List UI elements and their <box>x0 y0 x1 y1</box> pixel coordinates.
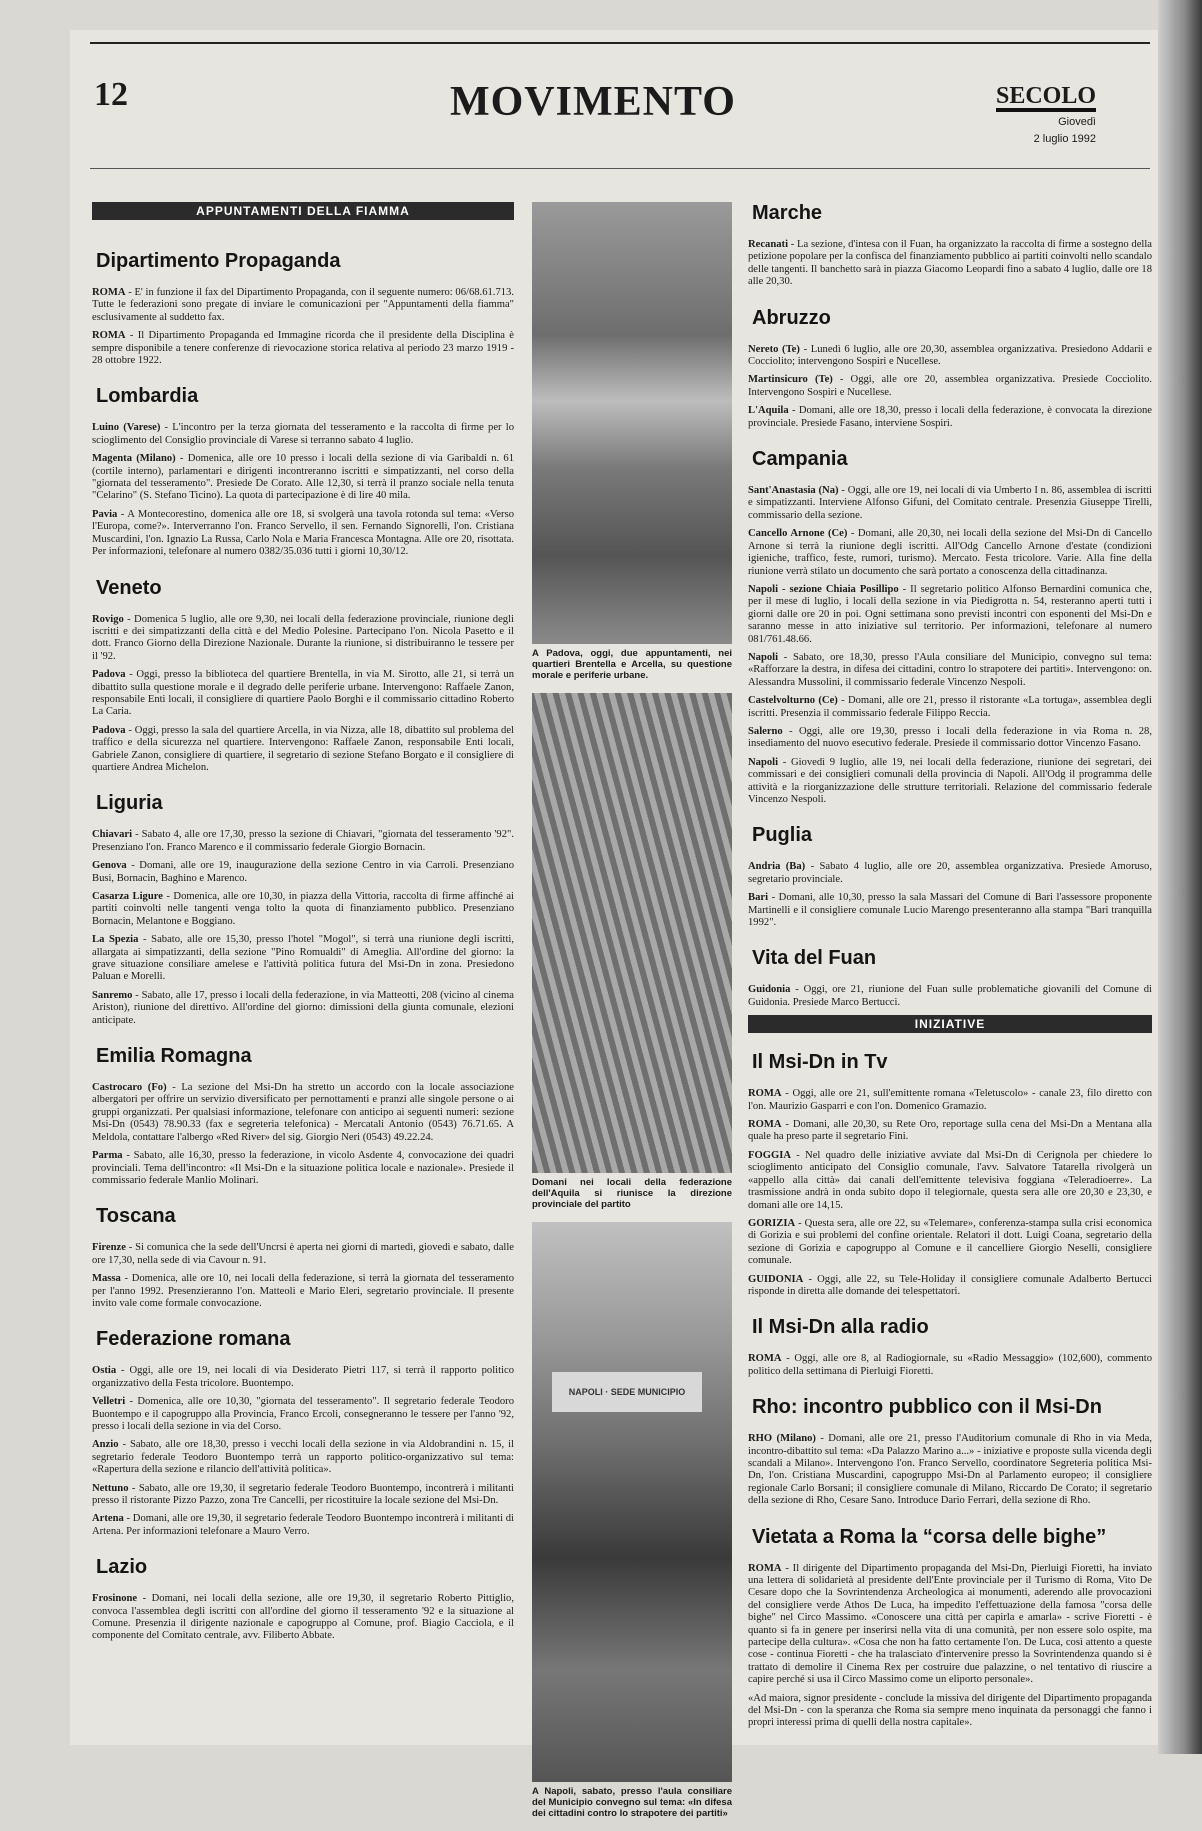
photo-column <box>532 202 732 1831</box>
announcement <box>92 1593 514 1643</box>
photo-sign: NAPOLI · SEDE MUNICIPIO <box>552 1372 702 1412</box>
announcement-text: - Domani, alle ore 21, presso il ristorante «La tortuga», assemblea degli iscritti. Presenzia il commissario federale Filippo Reccia. <box>748 695 1152 719</box>
announcement-place: L'Aquila <box>748 405 789 417</box>
announcement-text: - Nel quadro delle iniziative avviate dal Msi-Dn di Cerignola per chiedere lo scioglimento anticipato del Consiglio comunale, l'avv. Salvatore Tatarella rivolgerà un «appello alla città» dai canali dell'emittente televisiva foggiana «Teleradioerre». La trasmissione andrà in onda subito dopo il telegiornale, questa sera alle ore 20,30 e 23,30, e domani alle ore 14,15. <box>748 1149 1152 1211</box>
announcement <box>748 1563 1152 1687</box>
announcement-text: - Oggi, alle ore 21, sull'emittente romana «Teletuscolo» - canale 23, filo diretto con l'on. Maurizio Gasparri e con l'on. Domenico Gramazio. <box>748 1088 1152 1112</box>
announcement-place: Firenze <box>92 1242 126 1254</box>
announcement-place: FOGGIA <box>748 1149 791 1161</box>
announcement-text: - Giovedì 9 luglio, alle 19, nei locali della federazione, riunione dei segretari, dei commissari e dei consiglieri comunali della provincia di Napoli. All'Odg il programma delle attività e la riorganizzazione delle strutture territoriali. Relazione del commissario federale Vincenzo Nespoli. <box>748 756 1152 805</box>
announcement <box>748 1693 1152 1730</box>
announcement-place: Velletri <box>92 1396 126 1408</box>
announcement <box>92 453 514 503</box>
newspaper-page <box>70 30 1162 1819</box>
section-heading: Veneto <box>96 576 162 599</box>
announcement-text: - Questa sera, alle ore 22, su «Telemare», conferenza-stampa sulla crisi economica di Gorizia e sui problemi del confine orientale. Relatori il dott. Luigi Coana, segretario della sezione di Gorizia e capogruppo al Comune e il cancelliere Giorgio Neselli, consigliere comunale. <box>748 1217 1152 1267</box>
announcement-place: Anzio <box>92 1439 119 1451</box>
section-heading: Federazione romana <box>96 1328 291 1351</box>
announcement <box>748 584 1152 646</box>
announcement-place: Napoli <box>748 651 779 663</box>
announcement-place: Artena <box>92 1513 124 1525</box>
announcement-text: - Oggi, alle ore 19, nei locali di via Desiderato Pietri 117, si terrà il rapporto politico organizzativo della Festa tricolore. Buontempo. <box>92 1365 514 1389</box>
announcement-place: GORIZIA <box>748 1217 796 1229</box>
announcement <box>748 757 1152 807</box>
announcement <box>748 1433 1152 1507</box>
announcement-place: Sant'Anastasia (Na) <box>748 485 839 497</box>
announcement-text: - Domani, nei locali della sezione, alle ore 19,30, il segretario Roberto Pittiglio, convoca l'assemblea degli iscritti con all'ordine del giorno il tesseramento '92 e la situazione al Comune. Presenzia il dirigente nazionale e capogruppo al Comune, prof. Biagio Cacciola, e il componente del Comitato centrale, avv. Filiberto Abbate. <box>92 1593 514 1642</box>
announcement <box>748 1119 1152 1144</box>
announcement-place: Parma <box>92 1150 123 1162</box>
announcement-text: - Domenica, alle ore 10, nei locali della federazione, si terrà la giornata del tesseramento per l'anno 1992. Presenzieranno l'on. Matteoli e Mario Eleri, segretario provinciale. Il presente invito vale come formale convocazione. <box>92 1273 514 1309</box>
announcement <box>92 509 514 559</box>
announcement-text: - L'incontro per la terza giornata del tesseramento e la raccolta di firme per lo scioglimento del Consiglio provinciale di Varese si terranno sabato 4 luglio. <box>92 422 514 446</box>
announcement-text: - Lunedì 6 luglio, alle ore 20,30, assemblea organizzativa. Presiedono Addarii e Cocciolito; intervengono Sospiri e Nucellese. <box>748 343 1152 368</box>
announcement-text: - Sabato, alle 17, presso i locali della federazione, in via Matteotti, 208 (vicino al cinema Ariston), riunione del direttivo. All'ordine del giorno: dimissioni della giunta comunale, elezioni anticipate. <box>92 989 514 1026</box>
announcement-place: Chiavari <box>92 829 133 841</box>
section-heading: Rho: incontro pubblico con il Msi-Dn <box>752 1396 1102 1419</box>
announcement <box>748 374 1152 399</box>
announcement-place: ROMA <box>748 1562 782 1574</box>
section-band-appuntamenti: APPUNTAMENTI DELLA FIAMMA <box>92 202 514 220</box>
announcement-text: - Domani, alle ore 18,30, presso i locali della federazione, è convocata la direzione provinciale. Presiede Fasano, interviene Sospiri. <box>748 405 1152 429</box>
masthead <box>996 84 1096 146</box>
announcement-text: - Il segretario politico Alfonso Bernardini comunica che, per il mese di luglio, i locali della sezione in via Piedigrotta n. 54, resteranno aperti tutti i giorni dalle ore 20 in poi. Ogni settimana sono previsti incontri con esponenti del Msi-Dn e saranno messe in atto iniziative sul territorio. Per informazioni, telefonare al numero 081/761.48.66. <box>748 583 1152 645</box>
photo-laquila <box>532 693 732 1173</box>
announcement-text: - Oggi, ore 21, riunione del Fuan sulle problematiche giovanili del Comune di Guidonia. Presiede Marco Bertucci. <box>748 984 1152 1008</box>
announcement <box>92 1365 514 1390</box>
announcement <box>92 1082 514 1144</box>
top-rule <box>90 42 1150 44</box>
announcement-text: - A Montecorestino, domenica alle ore 18, si svolgerà una tavola rotonda sul tema: «Verso l'Europa, come?». Interverranno l'on. Franco Servello, il sen. Fernando Signorelli, l'on. Cristiana Muscardini, l'on. Ignazio La Russa, Carlo Nola e Maria Francesca Montagna. Alle ore 20, risottata. Per informazioni, telefonare al numero 0382/35.036 tutti i giorni 10,30/12. <box>92 508 514 558</box>
announcement <box>92 614 514 664</box>
announcement <box>748 239 1152 289</box>
announcement <box>92 422 514 447</box>
announcement-place: Frosinone <box>92 1593 138 1605</box>
left-column <box>92 202 514 1649</box>
announcement-text: - Il dirigente del Dipartimento propaganda del Msi-Dn, Pierluigi Fioretti, ha inviato una lettera di solidarietà al presidente dell'Ente provinciale per il Turismo di Roma, Vito De Cesare dopo che la Sovrintendenza Archeologica ai monumenti, aderendo alle provocazioni del consigliere verde Athos De Luca, ha impedito l'effettuazione della famosa "corsa delle bighe" nel Circo Massimo. «Conoscere una città per capirla e amarla» - scrive Fioretti - è quanto si fa in genere per inserirsi nella vita di una comunità, per non essere solo ospite, ma partecipe della cultura». «Cosa che non ha fatto certamente l'on. De Luca, così attento a queste cose - continua Fioretti - che ha tralasciato d'intervenire presso la Sovrintendenza quando si è trattato di demolire il Cinema Rex per costruire due palazzine, o nel tentativo di riuscire a capire perché si usa il Circo Massimo come un eliporto personale». <box>748 1562 1152 1686</box>
announcement <box>92 934 514 984</box>
announcement-place: Andria (Ba) <box>748 861 806 873</box>
announcement <box>92 1483 514 1508</box>
announcement-text: - Oggi, presso la sala del quartiere Arcella, in via Nizza, alle 18, dibattito sul problema del traffico e della sicurezza nel quartiere. Intervengono: Raffaele Zanon, responsabile Enti locali, Gabriele Zanon, consigliere di quartiere, il segretario di sezione Stefano Borgato e il consigliere di quartiere Andrea Michelon. <box>92 724 514 773</box>
announcement-place: ROMA <box>92 330 126 342</box>
announcement-place: Padova <box>92 724 126 736</box>
announcement-place: Cancello Arnone (Ce) <box>748 528 848 540</box>
announcement-text: - La sezione del Msi-Dn ha stretto un accordo con la locale associazione albergatori per offrire un servizio diversificato per pernottamenti e pranzi alle singole persone o ai gruppi organizzati. Per qualsiasi informazione, telefonare con anticipo ai seguenti numeri: sezione Msi-Dn (0543) 78.90.33 (fax e segreteria telefonica) - Mercatali Antonio (0543) 76.71.65. A Meldola, contattare l'albergo «Red River» del sig. Giorgio Neri (0543) 49.22.24. <box>92 1082 514 1143</box>
announcement-place: Padova <box>92 669 126 681</box>
issue-date: 2 luglio 1992 <box>1033 133 1096 145</box>
section-heading: Campania <box>752 448 848 471</box>
announcement-place: ROMA <box>748 1119 782 1131</box>
announcement <box>748 1353 1152 1378</box>
announcement-place: GUIDONIA <box>748 1273 804 1285</box>
announcement <box>748 652 1152 689</box>
announcement <box>92 860 514 885</box>
section-heading: Il Msi-Dn alla radio <box>752 1316 929 1339</box>
announcement <box>748 1218 1152 1268</box>
announcement <box>92 891 514 928</box>
announcement-place: Salerno <box>748 725 783 737</box>
photo-padova <box>532 202 732 644</box>
section-heading: Marche <box>752 202 823 224</box>
announcement <box>92 1439 514 1476</box>
announcement-place: Napoli - sezione Chiaia Posillipo <box>748 583 899 595</box>
section-band-iniziative: INIZIATIVE <box>748 1015 1152 1033</box>
announcement-text: - E' in funzione il fax del Dipartimento Propaganda, con il seguente numero: 06/68.61.713. Tutte le federazioni sono pregate di inviare le comunicazioni per "Appuntamenti della fiamma" esclusivamente al suddetto fax. <box>92 287 514 323</box>
announcement-text: - Domani, alle 10,30, presso la sala Massari del Comune di Bari l'assessore proponente Martinelli e il consigliere comunale Lucio Marengo presenteranno alla stampa "Bari tranquilla 1992". <box>748 892 1152 929</box>
right-column <box>748 202 1152 1736</box>
announcement-text: - Il Dipartimento Propaganda ed Immagine ricorda che il presidente della Disciplina è sempre disponibile a tenere conferenze di rievocazione storica relativa al periodo 23 marzo 1919 - 28 ottobre 1922. <box>92 330 514 367</box>
announcement-text: - Oggi, alle ore 19,30, presso i locali della federazione in via Roma n. 28, insediamento del nuovo esecutivo federale. Presiede il commissario dottor Vincenzo Fasano. <box>748 725 1152 750</box>
announcement-place: Sanremo <box>92 989 133 1001</box>
announcement <box>748 485 1152 522</box>
announcement-place: ROMA <box>92 287 126 298</box>
announcement-place: Genova <box>92 860 127 872</box>
announcement-text: - Oggi, alle ore 20, assemblea organizzativa. Presiede Cocciolito. Intervengono Sospiri e Nucellese. <box>748 374 1152 398</box>
announcement-place: Guidonia <box>748 984 791 996</box>
announcement <box>748 984 1152 1009</box>
announcement-place: Massa <box>92 1273 121 1285</box>
announcement-place: Luino (Varese) <box>92 422 161 434</box>
announcement-text: - Oggi, alle ore 19, nei locali di via Umberto I n. 86, assemblea di iscritti e simpatizzanti. Interviene Alfonso Gifuni, del Comitato centrale. Presenzia Giuseppe Tirelli, commissario della sezione. <box>748 485 1152 521</box>
announcement <box>748 892 1152 929</box>
announcement-text: - Domenica, alle ore 10,30, "giornata del tesseramento". Il segretario federale Teodoro Buontempo e il capogruppo alla Provincia, Franco Ercoli, consegneranno le tessere per l'anno '92, presso i locali della sezione in via del Corso. <box>92 1396 514 1432</box>
announcement <box>92 1242 514 1267</box>
header-rule <box>90 168 1150 169</box>
section-heading: Dipartimento Propaganda <box>96 250 341 272</box>
section-heading: Abruzzo <box>752 306 831 329</box>
announcement-text: - Domani, alle ore 19,30, il segretario federale Teodoro Buontempo incontrerà i militanti di Artena. Per informazioni telefonare a Mauro Verro. <box>92 1513 514 1537</box>
photo-caption: A Napoli, sabato, presso l'aula consiliare del Municipio convegno sul tema: «In difesa dei cittadini contro lo strapotere dei partiti» <box>532 1786 732 1819</box>
section-heading: Emilia Romagna <box>96 1045 252 1068</box>
announcement <box>92 1273 514 1310</box>
announcement <box>92 287 514 324</box>
section-heading: Toscana <box>96 1205 176 1228</box>
announcement-text: - Sabato 4 luglio, alle ore 20, assemblea organizzativa. Presiede Amoruso, segretario provinciale. <box>748 861 1152 885</box>
announcement-text: - Domenica, alle ore 10 presso i locali della sezione di via Garibaldi n. 61 (cortile interno), parlamentari e dirigenti incontreranno iscritti e simpatizzanti, nel corso della "giornata del tesseramento". Presiede De Corato. Alle 12,30, si terrà il pranzo sociale nella tenuta "Celarino" (S. Stefano Ticino). La quota di partecipazione è di lire 40 mila. <box>92 453 514 502</box>
section-heading: Vita del Fuan <box>752 947 877 970</box>
announcement-text: - Domani, alle 20,30, su Rete Oro, reportage sulla cena del Msi-Dn a Mentana alla quale ha preso parte il segretario Fini. <box>748 1119 1152 1143</box>
announcement-text: - Oggi, presso la biblioteca del quartiere Brentella, in via M. Sirotto, alle 21, si terrà un dibattito sulla questione morale e il degrado delle periferie urbane. Intervengono: Raffaele Zanon, responsabile Enti locali, il consigliere di quartiere Paolo Borghi e il commissario cittadino Roberto La Caria. <box>92 669 514 718</box>
announcement-text: - Sabato 4, alle ore 17,30, presso la sezione di Chiavari, "giornata del tesseramento '92". Presenziano l'on. Franco Marenco e il commissario federale Giorgio Bornacin. <box>92 829 514 853</box>
page-number: 12 <box>94 76 128 113</box>
section-heading: Vietata a Roma la “corsa delle bighe” <box>752 1525 1107 1548</box>
announcement-place: Martinsicuro (Te) <box>748 374 833 386</box>
announcement <box>92 725 514 775</box>
announcement <box>748 405 1152 430</box>
announcement-text: - Domenica, alle ore 10,30, in piazza della Vittoria, raccolta di firme affinché ai partiti coinvolti nelle tangenti venga tolto la quota di finanziamento pubblico. Presenziano Bornacin, Melantone e Boggiano. <box>92 891 514 927</box>
announcement-text: - Sabato, ore 18,30, presso l'Aula consiliare del Municipio, convegno sul tema: «Rafforzare la destra, in difesa dei cittadini, contro lo strapotere dei partiti». Intervengono: on. Alessandra Mussolini, il commissario federale Vincenzo Nespoli. <box>748 651 1152 688</box>
announcement <box>748 528 1152 578</box>
announcement-place: Magenta (Milano) <box>92 453 176 465</box>
announcement <box>748 1088 1152 1113</box>
announcement-text: - Domani, alle ore 21, presso l'Auditorium comunale di Rho in via Meda, incontro-dibattito sul tema: «Da Palazzo Marino a...» - iniziative e proposte sulla vicenda degli scandali a Milano». Intervengono l'on. Franco Servello, coordinatore Segreteria politica Msi-Dn, l'on. Cristiana Muscardini, capogruppo Msi-Dn al Parlamento europeo; il consigliere regionale Carlo Borsani; il consigliere comunale di Milano, Riccardo De Corato; il segretario della sezione di Rho, Cesare Sano. Introduce Dario Ferrari, della sezione di Rho. <box>748 1433 1152 1507</box>
photo-napoli-municipio <box>532 1222 732 1782</box>
announcement <box>748 861 1152 886</box>
announcement <box>748 695 1152 720</box>
announcement-place: RHO (Milano) <box>748 1433 816 1445</box>
announcement <box>92 669 514 719</box>
announcement-text: - Domenica 5 luglio, alle ore 9,30, nei locali della federazione provinciale, riunione degli iscritti e dei simpatizzanti della città e del Medio Polesine. Partecipano l'on. Nicola Pasetto e il dott. Franco Giorno della Direzione Nazionale. Durante la riunione, si distribuiranno le tessere per il '92. <box>92 613 514 662</box>
announcement-place: Pavia <box>92 508 118 520</box>
announcement <box>92 829 514 854</box>
announcement-place: Rovigo <box>92 613 124 625</box>
announcement <box>748 1150 1152 1212</box>
section-heading: Liguria <box>96 792 163 815</box>
section-heading: Puglia <box>752 824 813 847</box>
announcement-place: Ostia <box>92 1365 117 1377</box>
announcement <box>92 330 514 367</box>
announcement <box>92 1396 514 1433</box>
photo-caption: Domani nei locali della federazione dell'Aquila si riunisce la direzione provinciale del partito <box>532 1177 732 1210</box>
announcement <box>92 1513 514 1538</box>
section-title: MOVIMENTO <box>450 79 736 125</box>
announcement-place: La Spezia <box>92 934 139 946</box>
binding-shadow <box>1158 0 1202 1754</box>
announcement-place: Castelvolturno (Ce) <box>748 695 838 707</box>
section-heading: Lombardia <box>96 385 199 408</box>
photo-caption: A Padova, oggi, due appuntamenti, nei quartieri Brentella e Arcella, su questione morale e periferie urbane. <box>532 648 732 681</box>
announcement-text: - Oggi, alle 22, su Tele-Holiday il consigliere comunale Adalberto Bertucci risponde in diretta alle domande dei telespettatori. <box>748 1273 1152 1297</box>
announcement-place: Nereto (Te) <box>748 343 800 355</box>
announcement-text: - Sabato, alle ore 19,30, il segretario federale Teodoro Buontempo, incontrerà i militanti presso il ristorante Pizzo Pazzo, zona Tre Cancelli, per ricostituire la locale sezione del Msi-Dn. <box>92 1482 514 1506</box>
announcement-place: Castrocaro (Fo) <box>92 1082 167 1094</box>
announcement-place: Recanati <box>748 239 789 250</box>
announcement-place: Nettuno <box>92 1482 129 1494</box>
announcement-text: - Sabato, alle 16,30, presso la federazione, in vicolo Asdente 4, convocazione dei quadri provinciali. Tema dell'incontro: «Il Msi-Dn e la situazione politica locale e nazionale». Presiede il commissario federale Manlio Molinari. <box>92 1150 514 1186</box>
newspaper-logo: SECOLO <box>996 84 1096 112</box>
announcement-text: - Sabato, alle ore 15,30, presso l'hotel "Mogol", si terrà una riunione degli iscritti, allargata ai simpatizzanti, della sezione "Pino Romualdi" di Ameglia. All'ordine del giorno: la grave situazione consiliare amelese e l'attività politica futura del Msi-Dn in zona. Presiedono Paluan e Morelli. <box>92 934 514 983</box>
announcement-place: Casarza Ligure <box>92 891 163 902</box>
announcement <box>748 726 1152 751</box>
announcement <box>92 1150 514 1187</box>
announcement-place: Napoli <box>748 756 779 768</box>
announcement-text: - Si comunica che la sede dell'Uncrsi è aperta nei giorni di martedì, giovedì e sabato, dalle ore 17,30, nella sede di via Cavour n. 91. <box>92 1242 514 1266</box>
announcement-text: - Domani, alle ore 19, inaugurazione della sezione Centro in via Carroli. Presenziano Busi, Bornacin, Baghino e Marenco. <box>92 860 514 884</box>
announcement <box>748 344 1152 369</box>
announcement <box>748 1274 1152 1299</box>
announcement <box>92 990 514 1027</box>
announcement-text: - La sezione, d'intesa con il Fuan, ha organizzato la raccolta di firme a sostegno della petizione popolare per la confisca del finanziamento pubblico ai partiti coinvolti nello scandalo delle tangenti. Il banchetto sarà in piazza Giacomo Leopardi fino a sabato 4 luglio, dalle ore 18 alle 20,30. <box>748 239 1152 288</box>
announcement-place: ROMA <box>748 1088 782 1100</box>
section-heading: Il Msi-Dn in Tv <box>752 1051 888 1074</box>
announcement-text: - Sabato, alle ore 18,30, presso i vecchi locali della sezione in via Aldobrandini n. 15, il segretario federale Teodoro Buontempo terrà un rapporto politico-organizzativo sul tema: «Rapertura della sezione e rilancio dell'attività politica». <box>92 1439 514 1476</box>
announcement-place: Bari <box>748 892 769 904</box>
section-heading: Lazio <box>96 1556 148 1579</box>
announcement-text: - Oggi, alle ore 8, al Radiogiornale, su «Radio Messaggio» (102,600), commento politico della settimana di Pierluigi Fioretti. <box>748 1353 1152 1377</box>
announcement-place: ROMA <box>748 1353 782 1365</box>
announcement-text: «Ad maiora, signor presidente - conclude la missiva del dirigente del Dipartimento propaganda del Msi-Dn - con la speranza che Roma sia sempre meno inquinata da personaggi che fanno i propri interessi prima di quelli della nostra capitale». <box>748 1692 1152 1729</box>
announcement-text: - Domani, alle 20,30, nei locali della sezione del Msi-Dn di Cancello Arnone si terrà la riunione degli iscritti. All'Odg Cancello Arnone d'estate (condizioni igieniche, traffico, feste, rumori, turismo). Mercato. Festa tricolore. Varie. Alla fine della riunione verrà stilato un documento che sarà portato a conoscenza della cittadinanza. <box>748 528 1152 577</box>
issue-weekday: Giovedì <box>1058 116 1096 128</box>
